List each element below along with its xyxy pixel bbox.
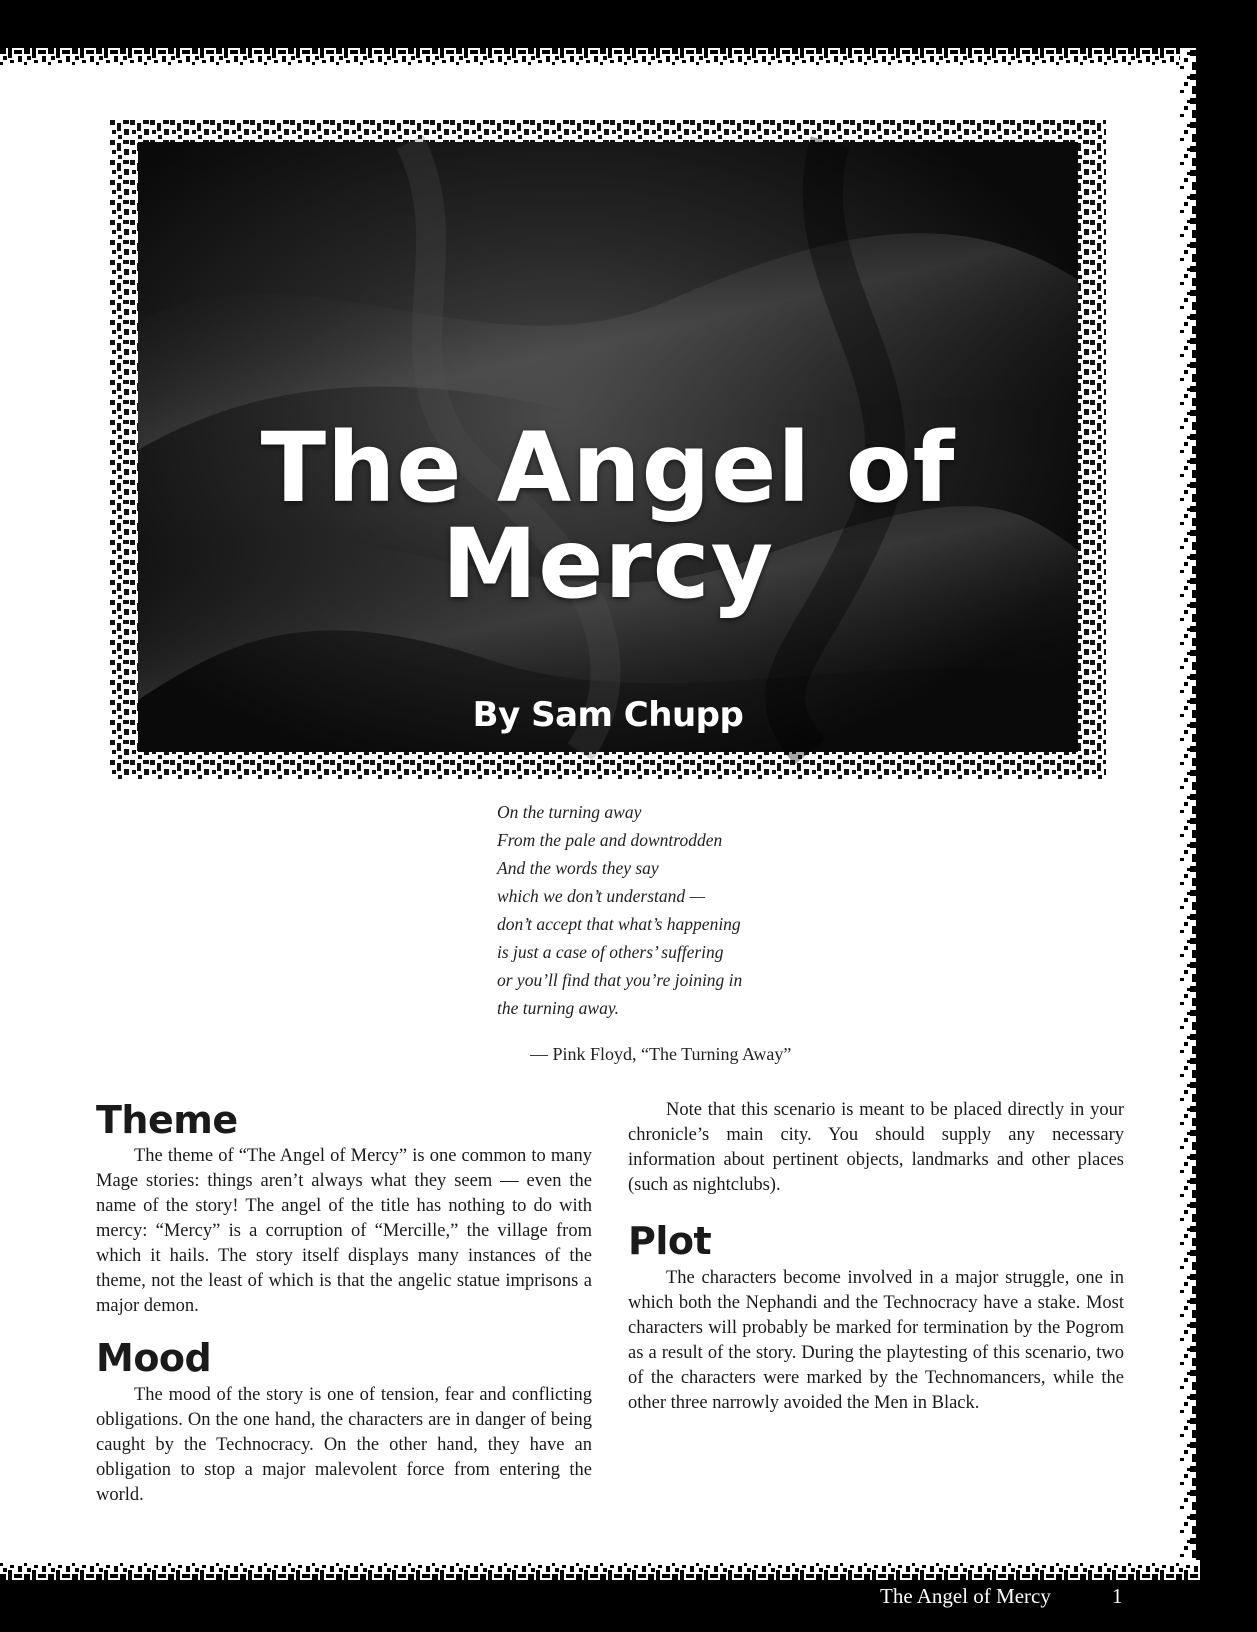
hero-image — [110, 120, 1106, 780]
left-column — [96, 1098, 592, 1508]
epigraph-quote — [497, 798, 857, 1022]
frame-right-noise-edge — [1180, 48, 1202, 1578]
epigraph-attribution: — Pink Floyd, “The Turning Away” — [530, 1044, 792, 1064]
mood-paragraph: The mood of the story is one of tension, fear and conflicting obligations. On the one hand, the characters are in danger of being caught by the Technocracy. On the other hand, they have an obligation to stop a major malevolent force from entering the world. — [96, 1385, 592, 1505]
frame-bottom-border — [0, 1574, 1257, 1632]
right-column — [628, 1098, 1124, 1416]
section-heading-mood: Mood — [96, 1336, 212, 1380]
epigraph-line: or you’ll find that you’re joining in — [497, 970, 743, 990]
plot-paragraph: The characters become involved in a major struggle, one in which both the Nephandi and the Technocracy have a stake. Most characters will probably be marked for termination by the Pogrom as a result of the story. During the playtesting of this scenario, two of the characters were marked by the Technomancers, while the other three narrowly avoided the Men in Black. — [628, 1268, 1124, 1413]
epigraph-line: On the turning away — [497, 802, 642, 822]
section-heading-plot: Plot — [628, 1219, 712, 1263]
frame-top-noise-edge — [0, 48, 1200, 68]
article-title-line1: The Angel of — [260, 412, 956, 524]
section-heading-theme: Theme — [96, 1098, 238, 1142]
epigraph-line: don’t accept that what’s happening — [497, 914, 741, 934]
author-byline: By Sam Chupp — [472, 695, 744, 735]
frame-right-border — [1196, 0, 1257, 1632]
frame-top-border — [0, 0, 1257, 52]
epigraph-line: And the words they say — [497, 858, 659, 878]
article-title — [110, 412, 1106, 620]
article-title-line2: Mercy — [441, 508, 775, 620]
epigraph-line: which we don’t understand — — [497, 886, 706, 906]
theme-paragraph: The theme of “The Angel of Mercy” is one common to many Mage stories: things aren’t always what they seem — even the name of the story! The angel of the title has nothing to do with mercy: “Mercy” is a corruption of “Mercille,” the village from which it hails. The story itself displays many instances of the theme, not the least of which is that the angelic statue imprisons a major demon. — [96, 1146, 592, 1316]
epigraph-line: the turning away. — [497, 998, 620, 1018]
epigraph-line: From the pale and downtrodden — [497, 830, 723, 850]
note-paragraph: Note that this scenario is meant to be placed directly in your chronicle’s main city. You should supply any necessary information about pertinent objects, landmarks and other places (such as nightclubs). — [628, 1100, 1124, 1195]
epigraph-line: is just a case of others’ suffering — [497, 942, 724, 962]
footer-page-number: 1 — [1112, 1584, 1123, 1608]
footer-running-title: The Angel of Mercy — [880, 1584, 1051, 1608]
frame-bottom-noise-edge — [0, 1560, 1200, 1580]
